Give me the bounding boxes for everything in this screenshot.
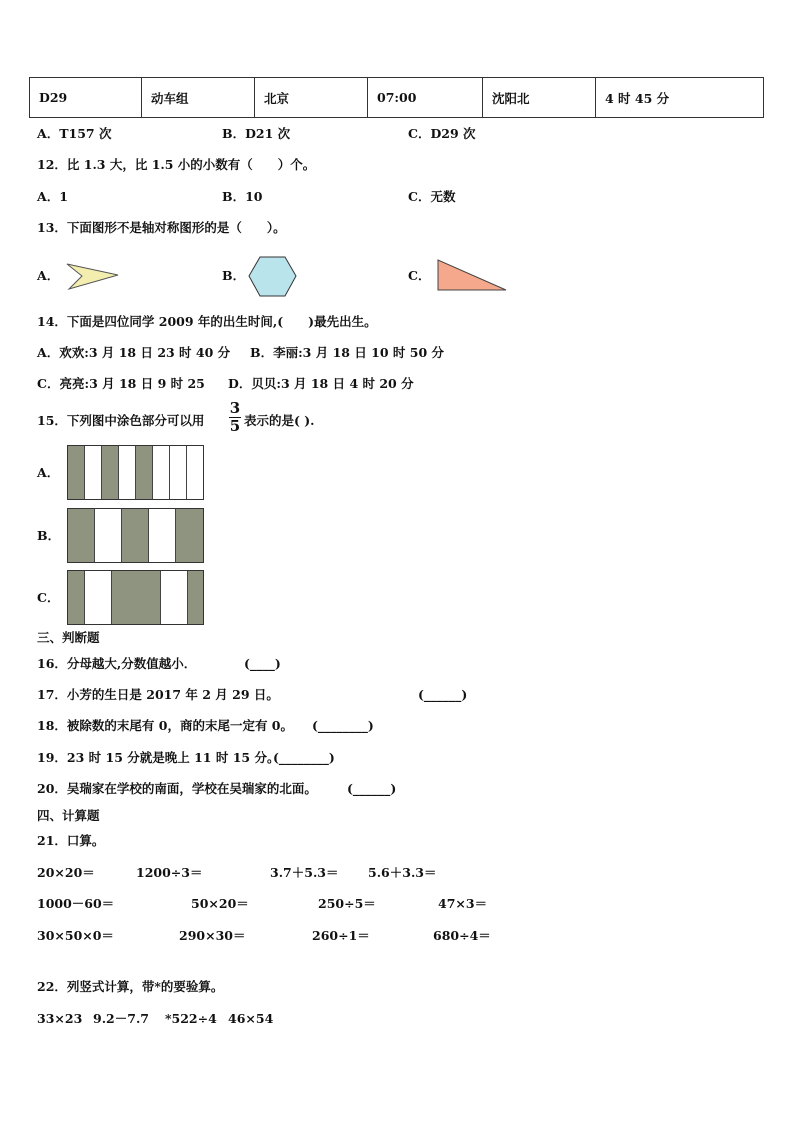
q15-option-b-label: B． [37,528,61,543]
q11-option-c: C．D29 次 [408,126,476,141]
q15-question-suffix: 表示的是( ). [244,413,315,428]
strip-diagram-b [67,508,204,563]
fraction-numerator: 3 [229,399,241,417]
right-triangle-figure [437,259,509,293]
q13-option-a-label: A． [37,268,60,283]
vertical-calc-item: *522÷4 [165,1011,217,1026]
q15-option-a-label: A． [37,465,60,480]
q22-title: 22．列竖式计算，带*的要验算。 [37,979,224,994]
strip-blank [187,446,203,499]
q12-option-a: A．1 [37,189,68,204]
q19-answer-blank[interactable]: (________) [273,750,335,765]
strip-blank [95,509,122,562]
table-cell: 沈阳北 [483,78,596,118]
oral-calc-item: 20×20＝ [37,865,95,880]
q20-statement: 20．吴瑞家在学校的南面，学校在吴瑞家的北面。 [37,781,317,796]
strip-shaded [176,509,203,562]
q13-option-c-label: C． [408,268,431,283]
oral-calc-item: 1000－60＝ [37,896,115,911]
oral-calc-item: 50×20＝ [191,896,249,911]
q11-option-b: B．D21 次 [222,126,291,141]
q16-statement: 16．分母越大,分数值越小． [37,656,197,671]
strip-shaded [102,446,119,499]
strip-shaded [188,571,203,624]
strip-blank [119,446,136,499]
q18-answer-blank[interactable]: (________) [312,718,374,733]
q12-option-b: B．10 [222,189,263,204]
oral-calc-item: 47×3＝ [438,896,488,911]
q18-statement: 18．被除数的末尾有 0，商的末尾一定有 0。 [37,718,293,733]
q16-answer-blank[interactable]: (____) [244,656,281,671]
q14-option-b: B．李丽:3 月 18 日 10 时 50 分 [250,345,445,360]
strip-shaded [136,446,153,499]
strip-diagram-c [67,570,204,625]
table-cell: 北京 [255,78,368,118]
fraction-three-fifths [229,401,241,434]
oral-calc-item: 5.6＋3.3＝ [368,865,437,880]
oral-calc-item: 290×30＝ [179,928,246,943]
q13-option-b-label: B． [222,268,246,283]
strip-blank [170,446,187,499]
vertical-calc-item: 46×54 [228,1011,274,1026]
table-cell: 4 时 45 分 [596,78,764,118]
q14-option-a: A．欢欢:3 月 18 日 23 时 40 分 [37,345,231,360]
q20-answer-blank[interactable]: (______) [347,781,397,796]
hexagon-figure [248,256,298,298]
strip-blank [161,571,188,624]
q14-option-d: D．贝贝:3 月 18 日 4 时 20 分 [228,376,414,391]
oral-calc-item: 1200÷3＝ [136,865,203,880]
fraction-denominator: 5 [229,417,241,435]
oral-calc-item: 680÷4＝ [433,928,491,943]
q12-option-c: C．无数 [408,189,456,204]
strip-shaded [68,446,85,499]
strip-shaded [112,571,161,624]
arrow-shape-figure [66,262,120,292]
strip-blank [85,571,112,624]
strip-diagram-a [67,445,204,500]
strip-blank [85,446,102,499]
q11-option-a: A．T157 次 [37,126,112,141]
table-cell: D29 [30,78,142,118]
q13-question: 13．下面图形不是轴对称图形的是（ ）。 [37,220,286,235]
oral-calc-item: 30×50×0＝ [37,928,114,943]
q17-statement: 17．小芳的生日是 2017 年 2 月 29 日。 [37,687,279,702]
strip-shaded [122,509,149,562]
q21-title: 21．口算。 [37,833,105,848]
section-3-title: 三、判断题 [37,630,100,645]
oral-calc-item: 260÷1＝ [312,928,370,943]
train-schedule-table [29,77,764,118]
q15-option-c-label: C． [37,590,60,605]
oral-calc-item: 250÷5＝ [318,896,376,911]
strip-blank [149,509,176,562]
vertical-calc-item: 33×23 [37,1011,83,1026]
q12-question: 12．比 1.3 大，比 1.5 小的小数有（ ）个。 [37,157,316,172]
strip-blank [153,446,170,499]
table-cell: 07:00 [368,78,483,118]
section-4-title: 四、计算题 [37,808,100,823]
table-cell: 动车组 [142,78,255,118]
strip-shaded [68,509,95,562]
strip-shaded [68,571,85,624]
q14-question: 14．下面是四位同学 2009 年的出生时间,( )最先出生。 [37,314,377,329]
q14-option-c: C．亮亮:3 月 18 日 9 时 25 [37,376,205,391]
vertical-calc-item: 9.2－7.7 [93,1011,149,1026]
q15-question-prefix: 15．下列图中涂色部分可以用 [37,413,205,428]
q19-statement: 19．23 时 15 分就是晚上 11 时 15 分。 [37,750,280,765]
oral-calc-item: 3.7＋5.3＝ [270,865,339,880]
table-row [30,78,764,118]
q17-answer-blank[interactable]: (______) [418,687,468,702]
